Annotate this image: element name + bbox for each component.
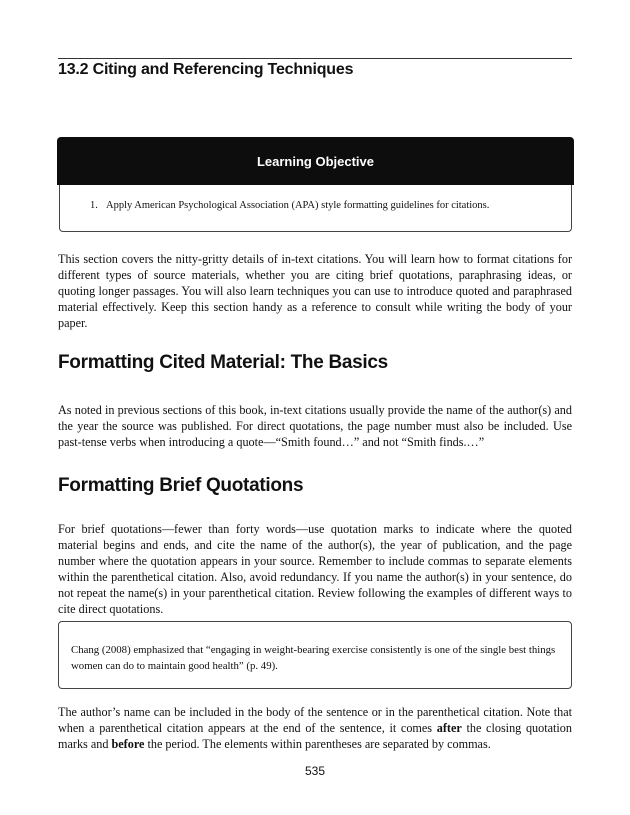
closing-text-3: the period. The elements within parentheses are separated by commas. [144, 737, 491, 751]
closing-bold-before: before [111, 737, 145, 751]
heading-basics: Formatting Cited Material: The Basics [58, 352, 388, 373]
closing-bold-after: after [436, 721, 462, 735]
intro-paragraph: This section covers the nitty-gritty details of in-text citations. You will learn how to format citations for different types of source materials, whether you are citing brief quotations, paraphrasing ideas, or quoting longer passages. You will also learn techniques you can use to introduce quoted and paraphrased material effectively. Keep this section handy as a reference to consult while writing the body of your paper. [58, 252, 572, 330]
page-number: 535 [304, 764, 326, 778]
heading-brief-quotations: Formatting Brief Quotations [58, 475, 304, 496]
section-title: 13.2 Citing and Referencing Techniques [58, 61, 354, 78]
top-rule [58, 58, 572, 59]
learning-objective-item-text: Apply American Psychological Association (APA) style formatting guidelines for citations. [106, 200, 490, 211]
learning-objective-heading: Learning Objective [256, 153, 375, 169]
learning-objective-item [90, 200, 490, 211]
example-quote-box [58, 621, 572, 689]
brief-quotations-paragraph: For brief quotations—fewer than forty words—use quotation marks to indicate where the quoted material begins and ends, and cite the name of the author(s), the year of publication, and the page number where the quotation appears in your source. Remember to include commas to separate elements within the parenthetical citation. Also, avoid redundancy. If you name the author(s) in your sentence, do not repeat the name(s) in your parenthetical citation. Review following the examples of different ways to cite direct quotations. [58, 522, 572, 616]
learning-objective-item-number: 1. [90, 200, 98, 211]
example-quote-text: Chang (2008) emphasized that “engaging in weight-bearing exercise consistently is one of the single best things women can do to maintain good health” (p. 49). [71, 644, 556, 672]
learning-objective-body [59, 185, 572, 232]
learning-objective-box [57, 137, 574, 233]
closing-text-1: The author’s name can be included in the body of the sentence or in the parenthetical citation. Note that when a parenthetical citation appears at the end of the sentence, it comes [58, 705, 572, 735]
closing-text-2: the closing quotation marks and [58, 721, 572, 751]
closing-paragraph [58, 704, 572, 752]
basics-paragraph: As noted in previous sections of this book, in-text citations usually provide the name of the author(s) and the year the source was published. For direct quotations, the page number must also be included. Use past-tense verbs when introducing a quote—“Smith found…” and not “Smith finds.…” [58, 403, 572, 449]
learning-objective-header [57, 137, 574, 185]
